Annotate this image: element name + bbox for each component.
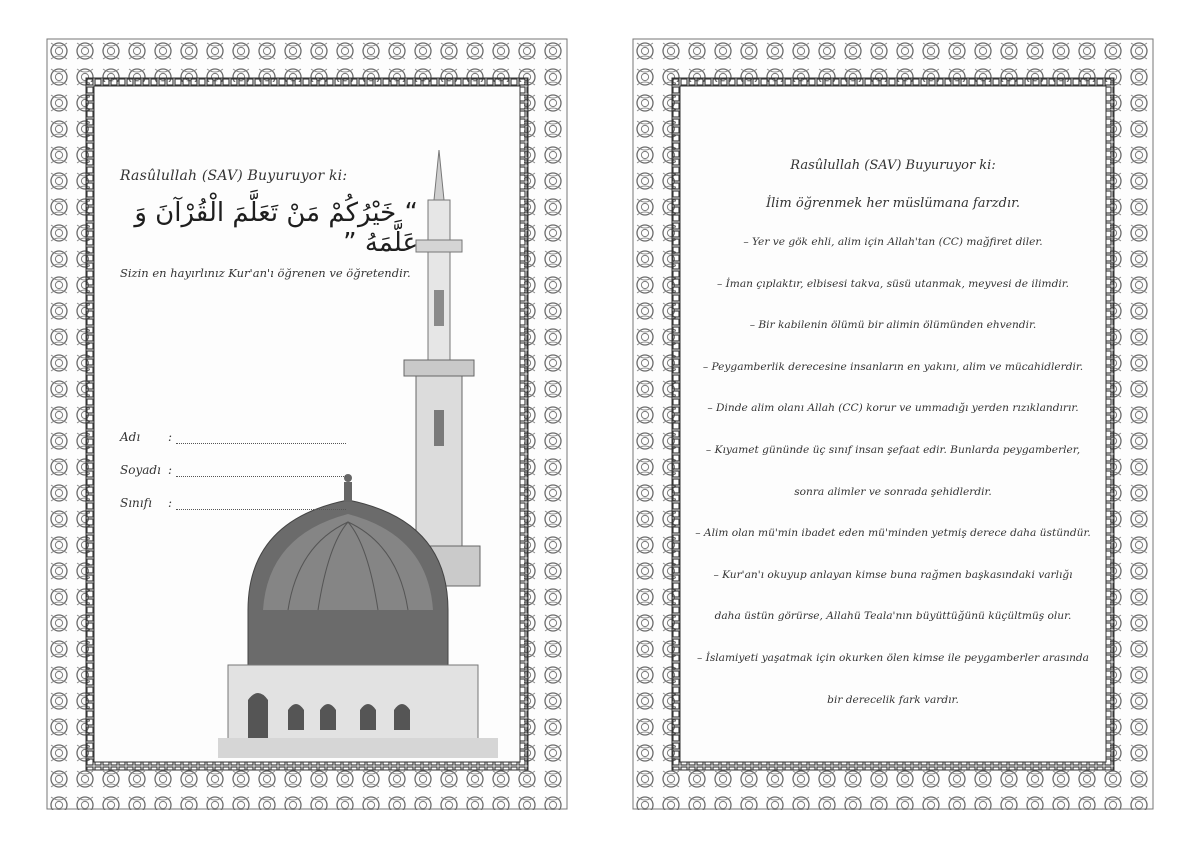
class-field-row <box>120 496 346 510</box>
class-sep: : <box>168 496 173 510</box>
surname-sep: : <box>168 463 173 477</box>
left-page-content <box>98 90 516 758</box>
hadith-line: – Yer ve gök ehli, alim için Allah'tan (CC) mağfiret diler. <box>743 236 1043 248</box>
left-page <box>46 38 568 810</box>
hadith-line: sonra alimler ve sonrada şehidlerdir. <box>794 485 992 498</box>
hadith-line: bir derecelik fark vardır. <box>827 693 959 706</box>
hadith-line: – Dinde alim olanı Allah (CC) korur ve ummadığı yerden rızıklandırır. <box>707 402 1079 415</box>
hadith-line: – Kur'an'ı okuyup anlayan kimse buna rağmen başkasındaki varlığı <box>713 568 1073 581</box>
class-label: Sınıfı <box>120 496 152 510</box>
left-heading: Rasûlullah (SAV) Buyuruyor ki: <box>120 168 348 184</box>
name-field-row <box>120 430 346 444</box>
right-page <box>632 38 1154 810</box>
hadith-meaning: Sizin en hayırlınız Kur'an'ı öğrenen ve öğretendir. <box>120 266 411 280</box>
hadith-line: – Kıyamet gününde üç sınıf insan şefaat edir. Bunlarda peygamberler, <box>705 443 1081 456</box>
name-field[interactable] <box>176 431 346 444</box>
surname-field[interactable] <box>176 464 346 477</box>
name-sep: : <box>168 430 173 444</box>
hadith-line: – İman çıplaktır, elbisesi takva, süsü utanmak, meyvesi de ilimdir. <box>716 277 1070 290</box>
hadith-list <box>684 158 1102 735</box>
arabic-hadith-quote: “ خَيْرُكُمْ مَنْ تَعَلَّمَ الْقُرْآنَ وَ عَلَّمَهُ ” <box>134 198 418 258</box>
hadith-line: daha üstün görürse, Allahü Teala'nın büyüttüğünü küçültmüş olur. <box>714 610 1072 623</box>
right-heading: Rasûlullah (SAV) Buyuruyor ki: <box>790 158 996 173</box>
hadith-line: – Peygamberlik derecesine insanların en yakını, alim ve mücahidlerdir. <box>702 360 1084 373</box>
surname-field-row <box>120 463 346 477</box>
hadith-line: – Alim olan mü'min ibadet eden mü'minden yetmiş derece daha üstündür. <box>695 527 1091 540</box>
right-page-content <box>684 90 1102 758</box>
surname-label: Soyadı <box>120 463 161 477</box>
hadith-line: – Bir kabilenin ölümü bir alimin ölümünden ehvendir. <box>749 319 1037 332</box>
name-label: Adı <box>120 430 141 444</box>
mosque-dome-illustration <box>98 90 516 758</box>
hadith-line: – İslamiyeti yaşatmak için okurken ölen kimse ile peygamberler arasında <box>697 651 1089 664</box>
class-field[interactable] <box>176 497 346 510</box>
right-subheading: İlim öğrenmek her müslümana farzdır. <box>765 196 1021 211</box>
